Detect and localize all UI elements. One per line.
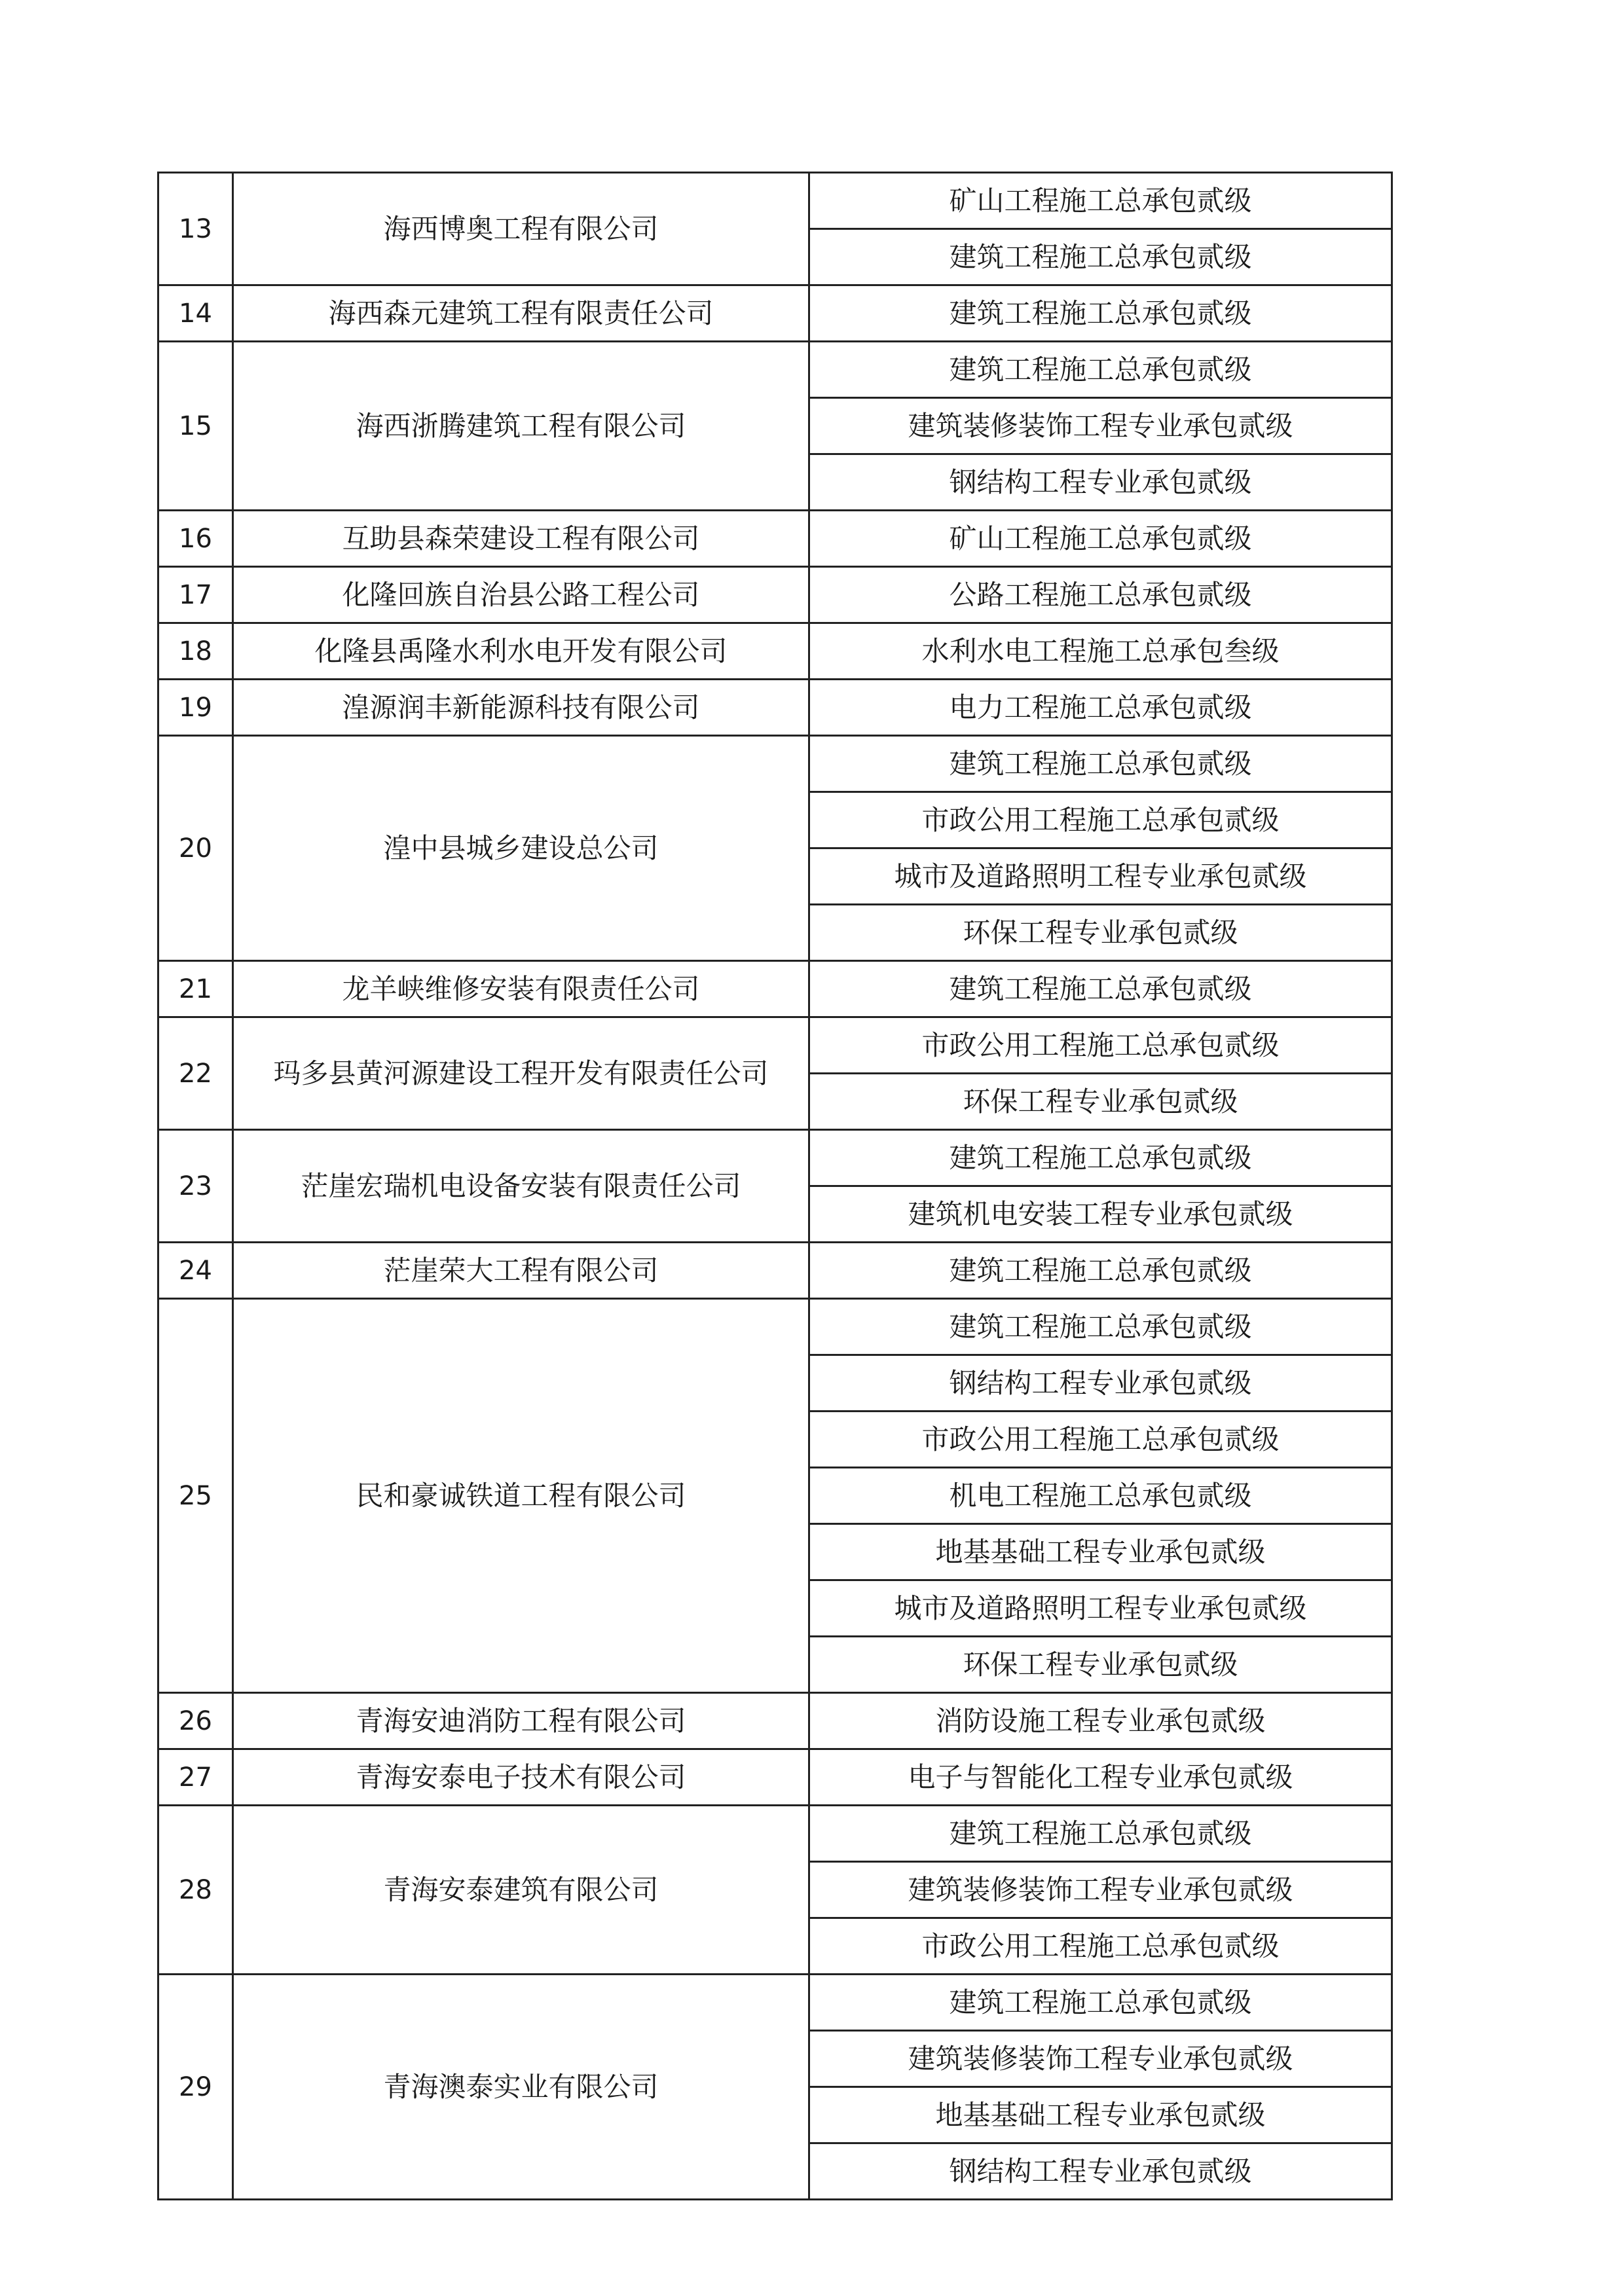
qualification: 地基基础工程专业承包贰级 bbox=[809, 1524, 1392, 1580]
qualification: 建筑装修装饰工程专业承包贰级 bbox=[809, 2031, 1392, 2087]
table-row bbox=[158, 680, 1392, 736]
table-row bbox=[158, 1017, 1392, 1074]
company-name: 青海澳泰实业有限公司 bbox=[233, 1975, 809, 2200]
company-name: 青海安泰建筑有限公司 bbox=[233, 1806, 809, 1975]
row-number: 20 bbox=[158, 736, 233, 961]
qualification: 电力工程施工总承包贰级 bbox=[809, 680, 1392, 736]
qualification: 市政公用工程施工总承包贰级 bbox=[809, 1412, 1392, 1468]
qualification: 环保工程专业承包贰级 bbox=[809, 1637, 1392, 1693]
company-name: 青海安泰电子技术有限公司 bbox=[233, 1749, 809, 1806]
row-number: 14 bbox=[158, 285, 233, 342]
table-row bbox=[158, 1806, 1392, 1862]
row-number: 16 bbox=[158, 511, 233, 567]
row-number: 19 bbox=[158, 680, 233, 736]
row-number: 17 bbox=[158, 567, 233, 623]
company-name: 茫崖荣大工程有限公司 bbox=[233, 1243, 809, 1299]
row-number: 28 bbox=[158, 1806, 233, 1975]
company-name: 互助县森荣建设工程有限公司 bbox=[233, 511, 809, 567]
qualification: 建筑工程施工总承包贰级 bbox=[809, 736, 1392, 792]
table-row bbox=[158, 961, 1392, 1017]
qualification: 钢结构工程专业承包贰级 bbox=[809, 454, 1392, 511]
table-row bbox=[158, 1299, 1392, 1355]
row-number: 23 bbox=[158, 1130, 233, 1243]
company-name: 化隆县禹隆水利水电开发有限公司 bbox=[233, 623, 809, 680]
table-row bbox=[158, 1130, 1392, 1186]
table-row bbox=[158, 623, 1392, 680]
qualification: 机电工程施工总承包贰级 bbox=[809, 1468, 1392, 1524]
company-name: 湟中县城乡建设总公司 bbox=[233, 736, 809, 961]
company-name: 化隆回族自治县公路工程公司 bbox=[233, 567, 809, 623]
qualification: 建筑装修装饰工程专业承包贰级 bbox=[809, 398, 1392, 454]
qualification: 城市及道路照明工程专业承包贰级 bbox=[809, 1580, 1392, 1637]
table-row bbox=[158, 567, 1392, 623]
qualification: 建筑工程施工总承包贰级 bbox=[809, 285, 1392, 342]
qualification: 消防设施工程专业承包贰级 bbox=[809, 1693, 1392, 1749]
qualification: 钢结构工程专业承包贰级 bbox=[809, 1355, 1392, 1412]
qualification: 建筑工程施工总承包贰级 bbox=[809, 1243, 1392, 1299]
table-row bbox=[158, 1693, 1392, 1749]
row-number: 15 bbox=[158, 342, 233, 511]
company-name: 海西森元建筑工程有限责任公司 bbox=[233, 285, 809, 342]
qualification: 市政公用工程施工总承包贰级 bbox=[809, 1918, 1392, 1975]
qualification: 钢结构工程专业承包贰级 bbox=[809, 2143, 1392, 2200]
row-number: 24 bbox=[158, 1243, 233, 1299]
qualification: 建筑机电安装工程专业承包贰级 bbox=[809, 1186, 1392, 1243]
row-number: 27 bbox=[158, 1749, 233, 1806]
qualification: 环保工程专业承包贰级 bbox=[809, 905, 1392, 961]
company-name: 青海安迪消防工程有限公司 bbox=[233, 1693, 809, 1749]
row-number: 18 bbox=[158, 623, 233, 680]
qualification: 矿山工程施工总承包贰级 bbox=[809, 173, 1392, 229]
qualification: 建筑工程施工总承包贰级 bbox=[809, 342, 1392, 398]
table-row bbox=[158, 1243, 1392, 1299]
row-number: 26 bbox=[158, 1693, 233, 1749]
qualification-table-body bbox=[158, 173, 1392, 2200]
table-row bbox=[158, 173, 1392, 229]
table-row bbox=[158, 285, 1392, 342]
row-number: 13 bbox=[158, 173, 233, 285]
qualification: 地基基础工程专业承包贰级 bbox=[809, 2087, 1392, 2143]
qualification: 城市及道路照明工程专业承包贰级 bbox=[809, 848, 1392, 905]
table-row bbox=[158, 1975, 1392, 2031]
row-number: 21 bbox=[158, 961, 233, 1017]
table-row bbox=[158, 511, 1392, 567]
company-name: 龙羊峡维修安装有限责任公司 bbox=[233, 961, 809, 1017]
qualification: 市政公用工程施工总承包贰级 bbox=[809, 1017, 1392, 1074]
qualification-table bbox=[157, 172, 1393, 2200]
qualification: 环保工程专业承包贰级 bbox=[809, 1074, 1392, 1130]
company-name: 茫崖宏瑞机电设备安装有限责任公司 bbox=[233, 1130, 809, 1243]
qualification: 建筑装修装饰工程专业承包贰级 bbox=[809, 1862, 1392, 1918]
qualification: 电子与智能化工程专业承包贰级 bbox=[809, 1749, 1392, 1806]
qualification: 市政公用工程施工总承包贰级 bbox=[809, 792, 1392, 848]
qualification: 建筑工程施工总承包贰级 bbox=[809, 1130, 1392, 1186]
qualification: 建筑工程施工总承包贰级 bbox=[809, 1299, 1392, 1355]
table-row bbox=[158, 736, 1392, 792]
qualification: 水利水电工程施工总承包叁级 bbox=[809, 623, 1392, 680]
qualification: 矿山工程施工总承包贰级 bbox=[809, 511, 1392, 567]
company-name: 海西博奥工程有限公司 bbox=[233, 173, 809, 285]
company-name: 海西浙腾建筑工程有限公司 bbox=[233, 342, 809, 511]
qualification: 建筑工程施工总承包贰级 bbox=[809, 961, 1392, 1017]
row-number: 29 bbox=[158, 1975, 233, 2200]
table-row bbox=[158, 1749, 1392, 1806]
qualification: 公路工程施工总承包贰级 bbox=[809, 567, 1392, 623]
row-number: 25 bbox=[158, 1299, 233, 1693]
company-name: 民和豪诚铁道工程有限公司 bbox=[233, 1299, 809, 1693]
qualification: 建筑工程施工总承包贰级 bbox=[809, 1975, 1392, 2031]
row-number: 22 bbox=[158, 1017, 233, 1130]
table-row bbox=[158, 342, 1392, 398]
company-name: 湟源润丰新能源科技有限公司 bbox=[233, 680, 809, 736]
qualification: 建筑工程施工总承包贰级 bbox=[809, 229, 1392, 285]
qualification: 建筑工程施工总承包贰级 bbox=[809, 1806, 1392, 1862]
company-name: 玛多县黄河源建设工程开发有限责任公司 bbox=[233, 1017, 809, 1130]
